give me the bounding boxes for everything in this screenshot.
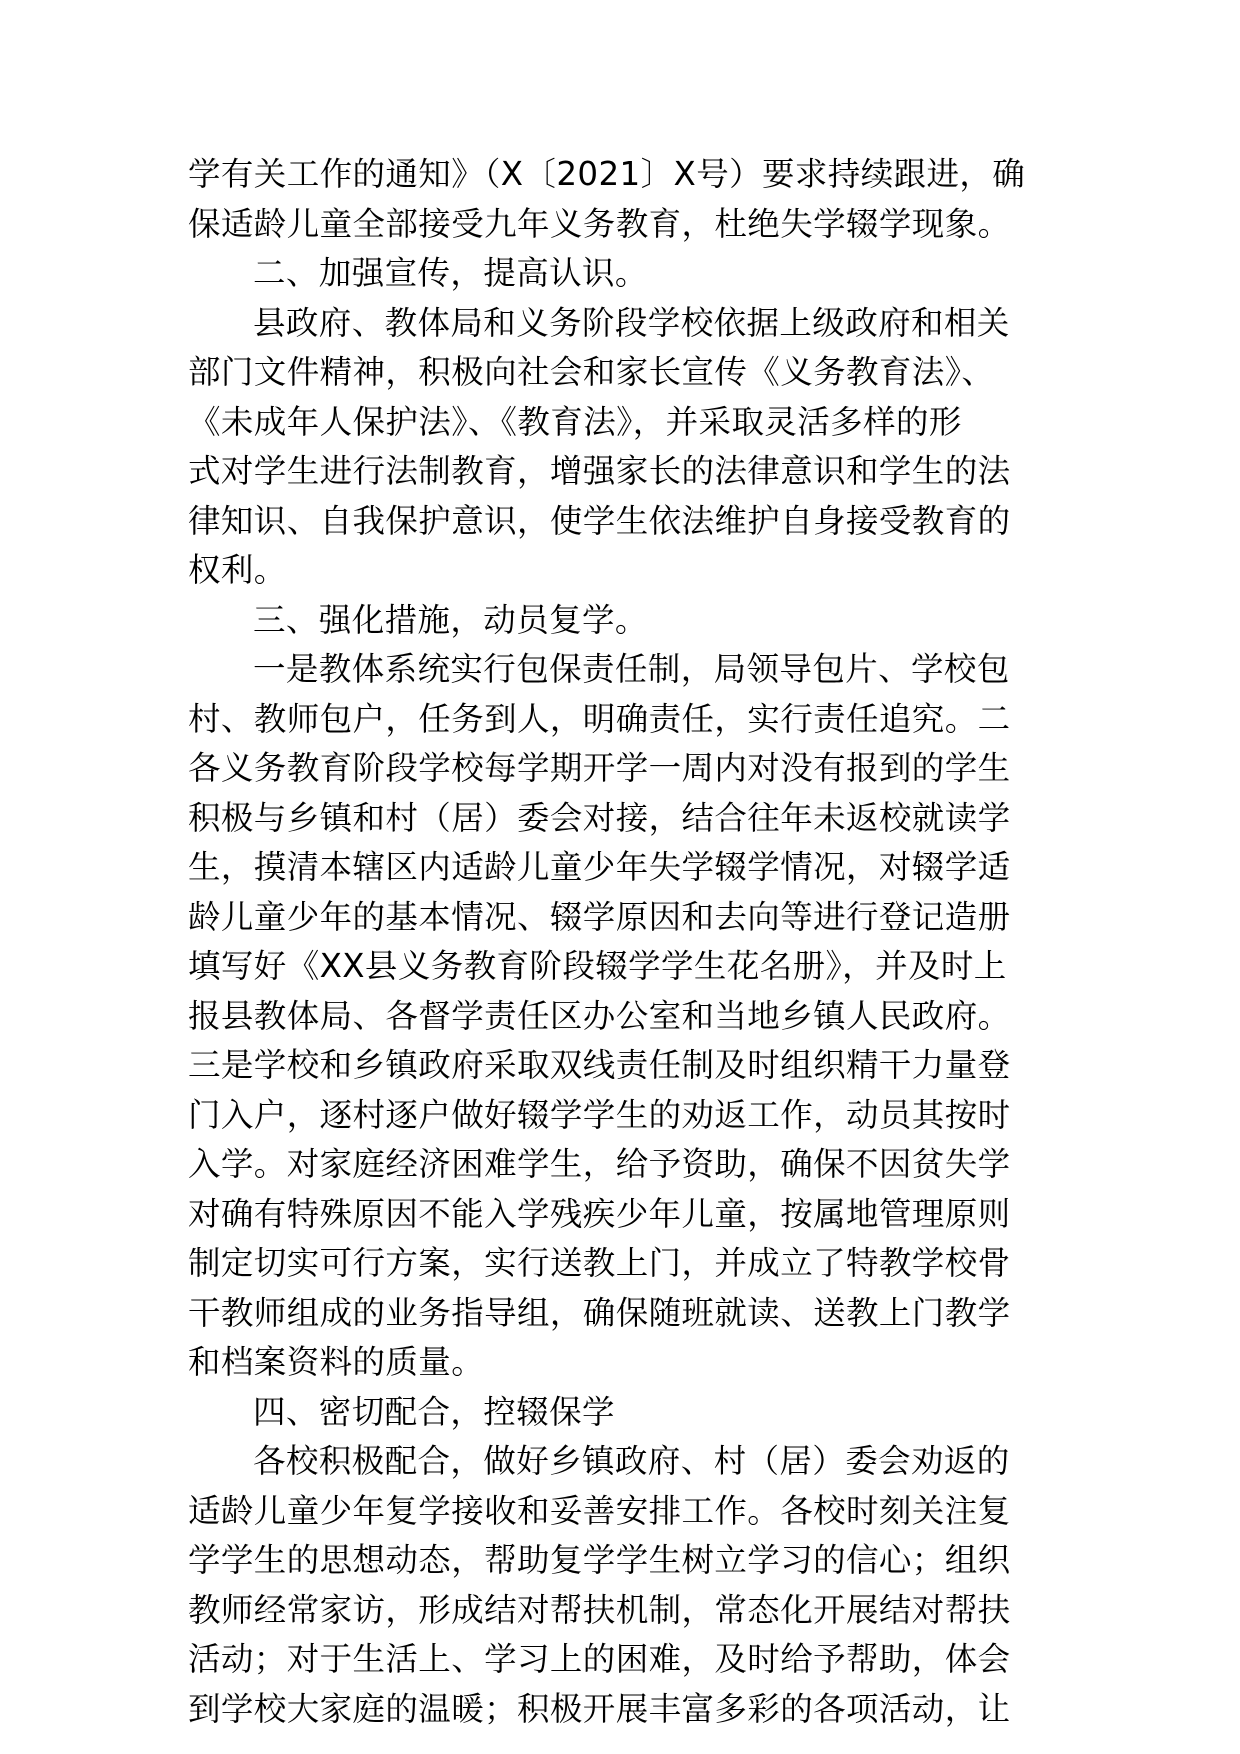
text-line: 门入户，逐村逐户做好辍学学生的劝返工作，动员其按时 — [188, 1095, 1011, 1134]
section-heading: 三、强化措施，动员复学。 — [253, 600, 648, 639]
section-heading: 四、密切配合，控辍保学 — [253, 1392, 615, 1431]
text-line: 干教师组成的业务指导组，确保随班就读、送教上门教学 — [188, 1293, 1011, 1332]
section-heading: 二、加强宣传，提高认识。 — [253, 254, 648, 292]
text-line: 报县教体局、各督学责任区办公室和当地乡镇人民政府。 — [188, 996, 1011, 1035]
text-line: 和档案资料的质量。 — [188, 1343, 485, 1381]
text-line: 村、教师包户，任务到人，明确责任，实行责任追究。二 — [188, 699, 1011, 738]
text-line: 各校积极配合，做好乡镇政府、村（居）委会劝返的 — [253, 1442, 1010, 1480]
text-line: 部门文件精神，积极向社会和家长宣传《义务教育法》、 — [188, 353, 995, 391]
text-line: 式对学生进行法制教育，增强家长的法律意识和学生的法 — [188, 452, 1011, 490]
text-line: 积极与乡镇和村（居）委会对接，结合往年未返校就读学 — [188, 798, 1011, 837]
text-line: 学有关工作的通知》（X〔2021〕X号）要求持续跟进，确 — [188, 155, 1026, 193]
text-line: 入学。对家庭经济困难学生，给予资助，确保不因贫失学 — [188, 1145, 1011, 1183]
text-line: 保适龄儿童全部接受九年义务教育，杜绝失学辍学现象。 — [188, 204, 1011, 243]
text-line: 生，摸清本辖区内适龄儿童少年失学辍学情况，对辍学适 — [188, 848, 1011, 886]
text-line: 一是教体系统实行包保责任制，局领导包片、学校包 — [253, 650, 1010, 688]
text-line: 学学生的思想动态，帮助复学学生树立学习的信心；组织 — [188, 1541, 1011, 1579]
text-line: 各义务教育阶段学校每学期开学一周内对没有报到的学生 — [188, 749, 1011, 787]
text-line: 《未成年人保护法》、《教育法》，并采取灵活多样的形 — [188, 402, 962, 441]
document-body — [188, 150, 1056, 1734]
text-line: 龄儿童少年的基本情况、辍学原因和去向等进行登记造册 — [188, 897, 1011, 936]
text-line: 律知识、自我保护意识，使学生依法维护自身接受教育的 — [188, 501, 1011, 540]
text-line: 县政府、教体局和义务阶段学校依据上级政府和相关 — [253, 303, 1010, 342]
text-line: 对确有特殊原因不能入学残疾少年儿童，按属地管理原则 — [188, 1194, 1011, 1233]
text-line: 适龄儿童少年复学接收和妥善安排工作。各校时刻关注复 — [188, 1491, 1011, 1530]
text-line: 到学校大家庭的温暖；积极开展丰富多彩的各项活动，让 — [188, 1689, 1011, 1728]
text-line: 填写好《XX县义务教育阶段辍学学生花名册》，并及时上 — [188, 947, 1007, 985]
text-line: 制定切实可行方案，实行送教上门，并成立了特教学校骨 — [188, 1244, 1011, 1282]
text-line: 活动；对于生活上、学习上的困难，及时给予帮助，体会 — [188, 1640, 1011, 1678]
text-line: 教师经常家访，形成结对帮扶机制，常态化开展结对帮扶 — [188, 1590, 1011, 1629]
document-page — [188, 150, 1056, 1734]
text-line: 三是学校和乡镇政府采取双线责任制及时组织精干力量登 — [188, 1046, 1011, 1084]
text-line: 权利。 — [188, 551, 287, 589]
